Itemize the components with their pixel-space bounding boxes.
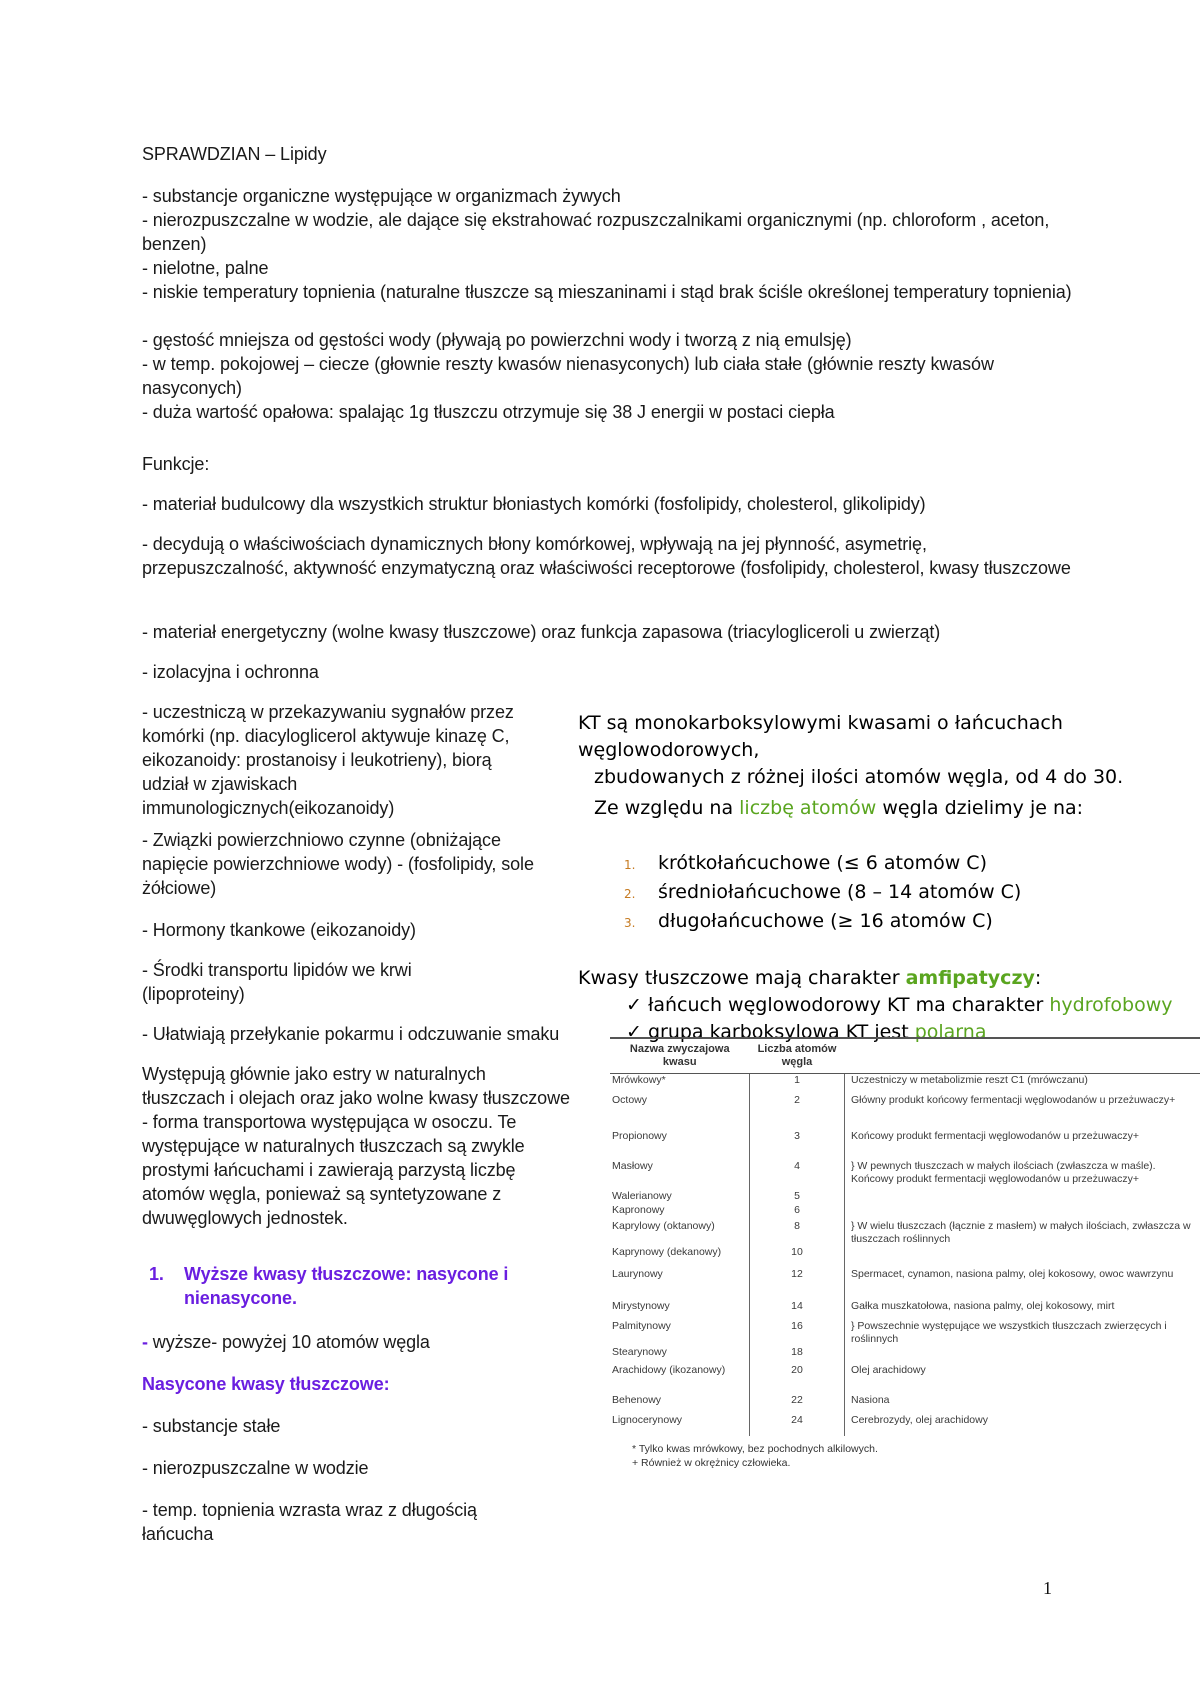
functions-heading: Funkcje: <box>142 454 210 474</box>
table-cell-name: Mrówkowy* <box>612 1074 666 1086</box>
property-7: - duża wartość opałowa: spalając 1g tłuszczu otrzymuje się 38 J energii w postaci ciepła <box>142 402 835 422</box>
table-cell-desc: Olej arachidowy <box>851 1363 926 1376</box>
table-body <box>610 1074 1200 1436</box>
property-6: - w temp. pokojowej – ciecze (głownie reszty kwasów nienasyconych) lub ciała stałe (głównie reszty kwasów nasyconych) <box>142 354 994 398</box>
table-row <box>610 1094 1200 1130</box>
callout-line-3: Ze względu na liczbę atomów węgla dzielimy je na: <box>594 797 1084 819</box>
table-cell-carbons: 10 <box>750 1246 845 1268</box>
table-cell-desc <box>845 1204 1200 1220</box>
function-5: - uczestniczą w przekazywaniu sygnałów przez komórki (np. diacyloglicerol aktywuje kinazę C, eikozanoidy: prostanoisy i leukotrieny), biorą udział w zjawiskach immunologicznych(eikozanoidy) <box>142 702 514 818</box>
page-number: 1 <box>1043 1578 1052 1598</box>
table-row <box>610 1394 1200 1414</box>
higher-def-dash: - <box>142 1332 148 1352</box>
table-cell-name: Lignocerynowy <box>612 1413 683 1426</box>
function-3: - materiał energetyczny (wolne kwasy tłuszczowe) oraz funkcja zapasowa (triacylogliceroli u zwierząt) <box>142 622 941 642</box>
callout-highlight-atom-count: liczbę atomów <box>739 797 877 819</box>
table-cell-name: Arachidowy (ikozanowy) <box>612 1363 726 1376</box>
table-cell-desc: } Powszechnie występujące we wszystkich tłuszczach zwierzęcych i roślinnych <box>851 1319 1167 1345</box>
esters-paragraph: Występują głównie jako estry w naturalnych tłuszczach i olejach oraz jako wolne kwasy tłuszczowe - forma transportowa występująca w osoczu. Te występujące w naturalnych tłuszczach są zwykle prostymi łańcuchami i zawierają parzystą liczbę atomów węgla, ponieważ są syntetyzowane z dwuwęglowych jednostek. <box>142 1064 570 1228</box>
table-header-carbons: Liczba atomów węgla <box>750 1038 845 1074</box>
table-header-name: Nazwa zwyczajowa kwasu <box>610 1038 750 1074</box>
saturated-prop-1: - substancje stałe <box>142 1416 281 1436</box>
amphipathic-line: Kwasy tłuszczowe mają charakter amfipatyczy: <box>578 967 1042 989</box>
saturated-prop-2: - nierozpuszczalne w wodzie <box>142 1458 369 1478</box>
table-cell-carbons: 20 <box>750 1364 845 1394</box>
table-cell-carbons: 5 <box>750 1190 845 1204</box>
check-item-polar: ✓ grupa karboksylowa KT jest polarna <box>626 1021 987 1043</box>
table-row <box>610 1320 1200 1346</box>
table-cell-name: Walerianowy <box>612 1189 672 1202</box>
table-cell-desc: Główny produkt końcowy fermentacji węglowodanów u przeżuwaczy+ <box>851 1093 1176 1106</box>
table-cell-desc: Końcowy produkt fermentacji węglowodanów u przeżuwaczy+ <box>851 1129 1140 1142</box>
table-cell-name: Palmitynowy <box>612 1319 671 1332</box>
section-1-number: 1. <box>149 1264 164 1284</box>
fatty-acid-callout <box>578 710 1200 1046</box>
table-cell-desc <box>845 1190 1200 1204</box>
table-cell-name: Kaprynowy (dekanowy) <box>612 1245 722 1258</box>
table-cell-name: Mirystynowy <box>612 1299 670 1312</box>
table-cell-desc: Uczestniczy w metabolizmie reszt C1 (mrówczanu) <box>851 1074 1088 1086</box>
table-cell-name: Kaprylowy (oktanowy) <box>612 1219 715 1232</box>
table-cell-desc: Gałka muszkatołowa, nasiona palmy, olej kokosowy, mirt <box>851 1299 1115 1312</box>
table-row <box>610 1414 1200 1436</box>
saturated-heading: Nasycone kwasy tłuszczowe: <box>142 1374 390 1394</box>
table-cell-carbons: 4 <box>750 1160 845 1190</box>
table-cell-desc: Nasiona <box>851 1393 890 1406</box>
table-cell-carbons: 8 <box>750 1220 845 1246</box>
table-cell-desc: } W pewnych tłuszczach w małych ilościach (zwłaszcza w maśle). Końcowy produkt fermentacji węglowodanów u przeżuwaczy+ <box>851 1159 1156 1185</box>
table-footnote-2: + Również w okrężnicy człowieka. <box>632 1456 791 1469</box>
table-cell-name: Stearynowy <box>612 1345 667 1358</box>
table-cell-carbons: 22 <box>750 1394 845 1414</box>
property-4: - niskie temperatury topnienia (naturalne tłuszcze są mieszaninami i stąd brak ściśle określonej temperatury topnienia) <box>142 282 1072 302</box>
table-cell-carbons: 1 <box>750 1074 845 1094</box>
property-2: - nierozpuszczalne w wodzie, ale dające się ekstrahować rozpuszczalnikami organicznymi (np. chloroform , aceton, benzen) <box>142 210 1050 254</box>
table-cell-carbons: 18 <box>750 1346 845 1364</box>
table-cell-desc <box>845 1246 1200 1268</box>
function-9: - Ułatwiają przełykanie pokarmu i odczuwanie smaku <box>142 1024 560 1044</box>
table-row <box>610 1246 1200 1268</box>
higher-def-text: wyższe- powyżej 10 atomów węgla <box>147 1332 430 1352</box>
function-8: - Środki transportu lipidów we krwi (lipoproteiny) <box>142 960 412 1004</box>
table-row <box>610 1300 1200 1320</box>
function-1: - materiał budulcowy dla wszystkich struktur błoniastych komórki (fosfolipidy, cholesterol, glikolipidy) <box>142 494 926 514</box>
amphipathic-highlight: amfipatyczy <box>905 967 1035 989</box>
table-row <box>610 1346 1200 1364</box>
function-7: - Hormony tkankowe (eikozanoidy) <box>142 920 416 940</box>
table-row <box>610 1130 1200 1160</box>
higher-acids-definition <box>142 1330 582 1354</box>
property-3: - nielotne, palne <box>142 258 269 278</box>
chain-length-item: 2. średniołańcuchowe (8 – 14 atomów C) <box>624 881 1022 903</box>
table-cell-name: Kapronowy <box>612 1203 665 1216</box>
table-cell-desc: } W wielu tłuszczach (łącznie z masłem) w małych ilościach, zwłaszcza w tłuszczach roślinnych <box>851 1219 1191 1245</box>
function-6: - Związki powierzchniowo czynne (obniżające napięcie powierzchniowe wody) - (fosfolipidy, sole żółciowe) <box>142 830 534 898</box>
table-footnote-1: * Tylko kwas mrówkowy, bez pochodnych alkilowych. <box>632 1442 878 1455</box>
section-1-title: Wyższe kwasy tłuszczowe: nasycone i nienasycone. <box>184 1264 509 1308</box>
table-cell-desc: Spermacet, cynamon, nasiona palmy, olej kokosowy, owoc wawrzynu <box>851 1267 1174 1280</box>
property-1: - substancje organiczne występujące w organizmach żywych <box>142 186 621 206</box>
table-row <box>610 1204 1200 1220</box>
check-item-hydrophobic: ✓ łańcuch węglowodorowy KT ma charakter hydrofobowy <box>626 994 1173 1016</box>
chain-length-item: 1. krótkołańcuchowe (≤ 6 atomów C) <box>624 852 987 874</box>
table-cell-name: Octowy <box>612 1093 648 1106</box>
table-row <box>610 1190 1200 1204</box>
table-header-desc <box>845 1038 1200 1074</box>
table-cell-carbons: 24 <box>750 1414 845 1436</box>
table-row <box>610 1074 1200 1094</box>
table-row <box>610 1364 1200 1394</box>
table-cell-desc: Cerebrozydy, olej arachidowy <box>851 1413 988 1426</box>
callout-line-1: KT są monokarboksylowymi kwasami o łańcuchach węglowodorowych, <box>578 712 1063 761</box>
chain-length-list <box>578 850 1200 937</box>
table-cell-name: Behenowy <box>612 1393 662 1406</box>
table-cell-name: Masłowy <box>612 1159 653 1172</box>
table-cell-carbons: 6 <box>750 1204 845 1220</box>
function-4: - izolacyjna i ochronna <box>142 662 319 682</box>
section-1-heading <box>142 1262 562 1310</box>
property-5: - gęstość mniejsza od gęstości wody (pływają po powierzchni wody i tworzą z nią emulsję) <box>142 330 852 350</box>
table-cell-name: Laurynowy <box>612 1267 663 1280</box>
table-row <box>610 1160 1200 1190</box>
table-cell-carbons: 14 <box>750 1300 845 1320</box>
table-row <box>610 1268 1200 1300</box>
table-cell-carbons: 12 <box>750 1268 845 1300</box>
table-cell-carbons: 16 <box>750 1320 845 1346</box>
page-title: SPRAWDZIAN – Lipidy <box>142 144 327 164</box>
table-cell-desc <box>845 1346 1200 1364</box>
callout-line-2: zbudowanych z różnej ilości atomów węgla, od 4 do 30. <box>594 766 1124 788</box>
table-cell-name: Propionowy <box>612 1129 667 1142</box>
saturated-prop-3: - temp. topnienia wzrasta wraz z długością łańcucha <box>142 1500 477 1544</box>
table-cell-carbons: 2 <box>750 1094 845 1130</box>
table-row <box>610 1220 1200 1246</box>
chain-length-item: 3. długołańcuchowe (≥ 16 atomów C) <box>624 910 993 932</box>
function-2: - decydują o właściwościach dynamicznych błony komórkowej, wpływają na jej płynność, asymetrię, przepuszczalność, aktywność enzymatyczną oraz właściwości receptorowe (fosfolipidy, cholesterol, kwasy tłuszczowe <box>142 534 1071 578</box>
table-cell-carbons: 3 <box>750 1130 845 1160</box>
fatty-acid-table <box>610 1037 1200 1470</box>
